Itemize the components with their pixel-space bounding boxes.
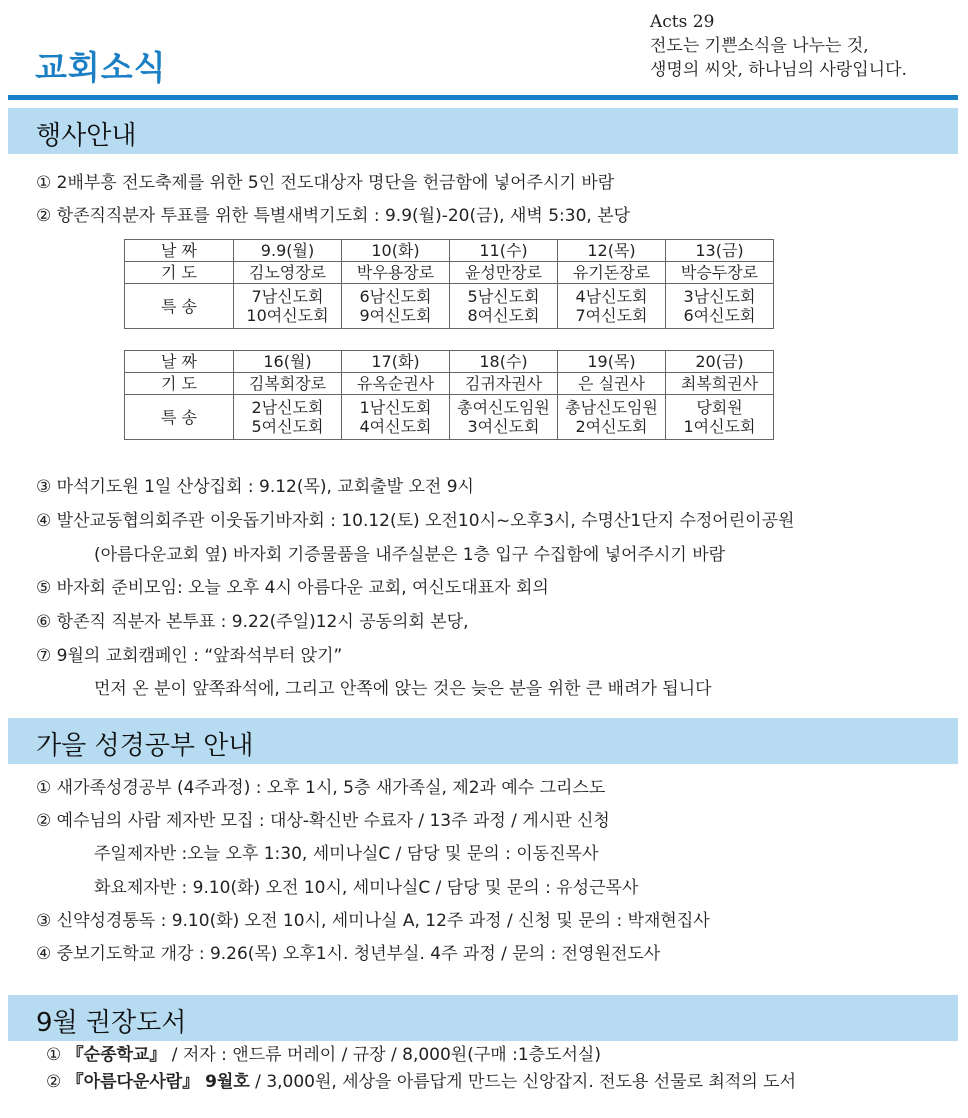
table-header-cell: 기 도	[125, 373, 234, 395]
list-item: ③ 마석기도원 1일 산상집회 : 9.12(목), 교회출발 오전 9시	[36, 477, 474, 497]
table-cell: 10(화)	[342, 240, 450, 262]
table-cell: 김노영장로	[234, 262, 342, 284]
table-header-cell: 날 짜	[125, 351, 234, 373]
table-header-cell: 특 송	[125, 395, 234, 440]
book-item: ② 『아름다운사람』 9월호 / 3,000원, 세상을 아름답게 만드는 신앙잡지. 전도용 선물로 최적의 도서	[46, 1072, 796, 1092]
table-header-cell: 특 송	[125, 284, 234, 329]
table-cell: 1남신도회 4여신도회	[342, 395, 450, 440]
table-header-cell: 날 짜	[125, 240, 234, 262]
table-cell: 김귀자권사	[450, 373, 558, 395]
section-heading-text: 행사안내	[36, 121, 137, 151]
header-divider	[8, 95, 958, 100]
table-cell: 윤성만장로	[450, 262, 558, 284]
table-cell: 7남신도회 10여신도회	[234, 284, 342, 329]
verse-reference: Acts 29	[650, 12, 715, 32]
table-cell: 5남신도회 8여신도회	[450, 284, 558, 329]
list-item: ④ 발산교동협의회주관 이웃돕기바자회 : 10.12(토) 오전10시~오후3시, 수명산1단지 수정어린이공원	[36, 511, 795, 531]
list-item: 주일제자반 :오늘 오후 1:30, 세미나실C / 담당 및 문의 : 이동진목사	[94, 844, 599, 864]
list-item: ③ 신약성경통독 : 9.10(화) 오전 10시, 세미나실 A, 12주 과정 / 신청 및 문의 : 박재현집사	[36, 911, 710, 931]
list-item: 먼저 온 분이 앞쪽좌석에, 그리고 안쪽에 앉는 것은 늦은 분을 위한 큰 배려가 됩니다	[94, 679, 712, 699]
table-cell: 20(금)	[666, 351, 774, 373]
prayer-schedule-table-week1	[124, 239, 774, 329]
section-heading-events	[8, 108, 958, 154]
verse-line: 전도는 기쁜소식을 나누는 것,	[650, 36, 869, 56]
table-cell: 은 실권사	[558, 373, 666, 395]
table-cell: 13(금)	[666, 240, 774, 262]
list-item: ④ 중보기도학교 개강 : 9.26(목) 오후1시. 청년부실. 4주 과정 / 문의 : 전영원전도사	[36, 944, 661, 964]
table-cell: 당회원 1여신도회	[666, 395, 774, 440]
list-item: ⑤ 바자회 준비모임: 오늘 오후 4시 아름다운 교회, 여신도대표자 회의	[36, 578, 549, 598]
table-cell: 16(월)	[234, 351, 342, 373]
table-cell: 박승두장로	[666, 262, 774, 284]
header-verse	[650, 10, 907, 82]
book-title: 『아름다운사람』 9월호	[66, 1072, 250, 1092]
table-cell: 11(수)	[450, 240, 558, 262]
table-cell: 17(화)	[342, 351, 450, 373]
list-item: ⑦ 9월의 교회캠페인 : “앞좌석부터 앉기”	[36, 646, 343, 666]
table-cell: 3남신도회 6여신도회	[666, 284, 774, 329]
table-cell: 19(목)	[558, 351, 666, 373]
book-item: ① 『순종학교』 / 저자 : 앤드류 머레이 / 규장 / 8,000원(구매 :1층도서실)	[46, 1045, 601, 1065]
table-cell: 최복희권사	[666, 373, 774, 395]
section-heading-bible-study	[8, 718, 958, 764]
table-cell: 유기돈장로	[558, 262, 666, 284]
table-cell: 12(목)	[558, 240, 666, 262]
page-title: 교회소식	[35, 48, 167, 87]
list-item: (아름다운교회 옆) 바자회 기증물품을 내주실분은 1층 입구 수집함에 넣어주시기 바람	[94, 545, 726, 565]
verse-line: 생명의 씨앗, 하나님의 사랑입니다.	[650, 60, 907, 80]
table-cell: 18(수)	[450, 351, 558, 373]
table-cell: 2남신도회 5여신도회	[234, 395, 342, 440]
prayer-schedule-table-week2	[124, 350, 774, 440]
table-cell: 총남신도임원 2여신도회	[558, 395, 666, 440]
table-cell: 총여신도임원 3여신도회	[450, 395, 558, 440]
section-heading-books	[8, 995, 958, 1041]
table-header-cell: 기 도	[125, 262, 234, 284]
section-heading-text: 가을 성경공부 안내	[36, 731, 254, 761]
table-cell: 유옥순권사	[342, 373, 450, 395]
table-cell: 박우용장로	[342, 262, 450, 284]
book-title: 『순종학교』	[66, 1045, 167, 1065]
section-heading-text: 9월 권장도서	[36, 1008, 187, 1038]
list-item: ① 새가족성경공부 (4주과정) : 오후 1시, 5층 새가족실, 제2과 예수 그리스도	[36, 778, 606, 798]
table-cell: 6남신도회 9여신도회	[342, 284, 450, 329]
table-cell: 9.9(월)	[234, 240, 342, 262]
list-item: ② 항존직직분자 투표를 위한 특별새벽기도회 : 9.9(월)-20(금), 새벽 5:30, 본당	[36, 206, 631, 226]
list-item: ① 2배부흥 전도축제를 위한 5인 전도대상자 명단을 헌금함에 넣어주시기 바람	[36, 173, 615, 193]
table-cell: 4남신도회 7여신도회	[558, 284, 666, 329]
list-item: ⑥ 항존직 직분자 본투표 : 9.22(주일)12시 공동의회 본당,	[36, 612, 469, 632]
list-item: 화요제자반 : 9.10(화) 오전 10시, 세미나실C / 담당 및 문의 : 유성근목사	[94, 878, 639, 898]
table-cell: 김복회장로	[234, 373, 342, 395]
list-item: ② 예수님의 사람 제자반 모집 : 대상-확신반 수료자 / 13주 과정 / 게시판 신청	[36, 811, 610, 831]
